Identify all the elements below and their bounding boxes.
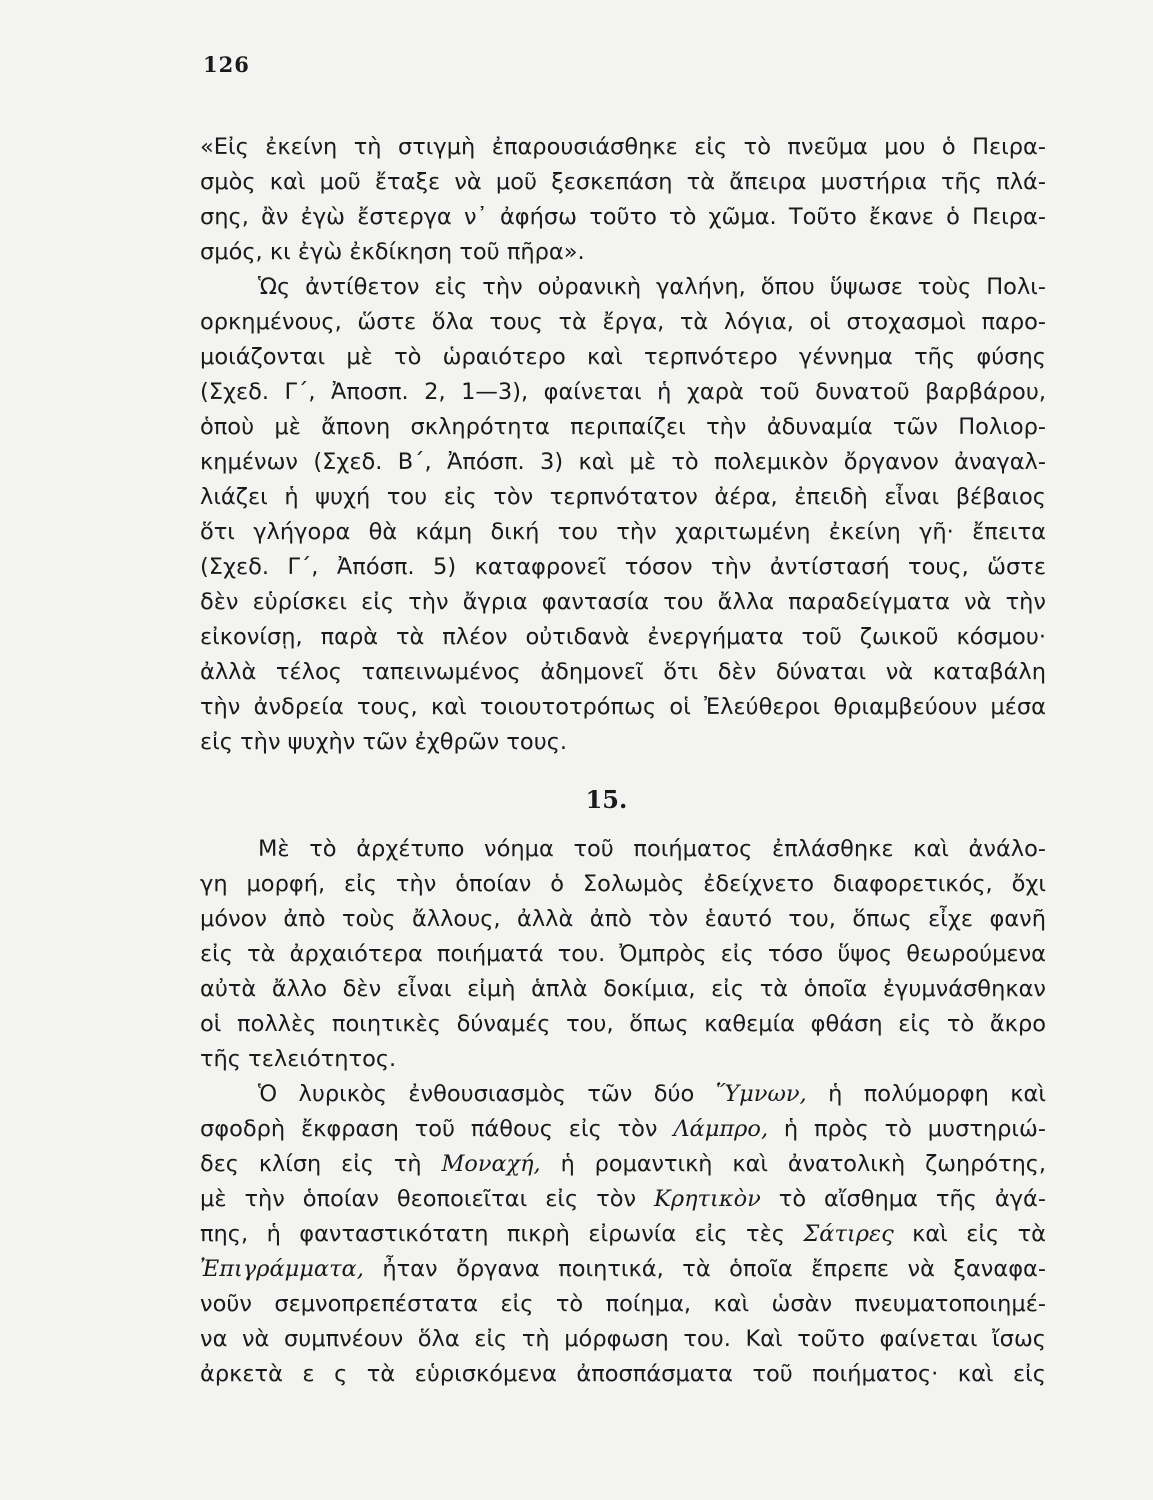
section-heading: 15. xyxy=(585,785,628,814)
text-line: ὅτι γλήγορα θὰ κάμη δική του τὴν χαριτωμένη ἐκείνη γῆ· ἔπειτα xyxy=(200,519,1046,545)
text-line: (Σχεδ. Γ΄, Ἀπόσπ. 5) καταφρονεῖ τόσον τὴν ἀντίστασή τους, ὥστε xyxy=(200,554,1046,580)
text-line: σης, ἂν ἐγὼ ἔστεργα ν᾽ ἀφήσω τοῦτο τὸ χῶμα. Τοῦτο ἔκανε ὁ Πειρα- xyxy=(200,204,1046,230)
text-line: Μὲ τὸ ἀρχέτυπο νόημα τοῦ ποιήματος ἐπλάσθηκε καὶ ἀνάλο- xyxy=(258,836,1046,862)
text-line: «Εἰς ἐκείνη τὴ στιγμὴ ἐπαρουσιάσθηκε εἰς τὸ πνεῦμα μου ὁ Πειρα- xyxy=(200,134,1046,160)
work-title: Σάτιρες xyxy=(803,1221,894,1247)
text-line: τὴν ἀνδρεία τους, καὶ τοιουτοτρόπως οἱ Ἐλεύθεροι θριαμβεύουν μέσα xyxy=(200,694,1046,720)
text-line: σμός, κι ἐγὼ ἐκδίκηση τοῦ πῆρα». xyxy=(200,239,585,265)
text-run: ἡ ρομαντικὴ καὶ ἀνατολικὴ ζωηρότης, xyxy=(540,1151,1046,1177)
paragraph-archetype xyxy=(200,832,1046,1077)
text-run: Ὁ λυρικὸς ἐνθουσιασμὸς τῶν δύο xyxy=(258,1081,716,1107)
page-number: 126 xyxy=(203,52,250,77)
text-line: δὲν εὑρίσκει εἰς τὴν ἄγρια φαντασία του ἄλλα παραδείγματα νὰ τὴν xyxy=(200,589,1046,615)
work-title: Κρητικὸν xyxy=(654,1186,761,1212)
text-run: πης, ἡ φανταστικότατη πικρὴ εἰρωνία εἰς τὲς xyxy=(200,1221,804,1247)
paragraph-lyrical xyxy=(200,1077,1046,1392)
text-block-after-section xyxy=(200,832,1046,1392)
text-line: νοῦν σεμνοπρεπέστατα εἰς τὸ ποίημα, καὶ ὡσὰν πνευματοποιημέ- xyxy=(200,1291,1046,1317)
text-line: λιάζει ἡ ψυχή του εἰς τὸν τερπνότατον ἀέρα, ἐπειδὴ εἶναι βέβαιος xyxy=(200,484,1046,510)
text-line: Ὡς ἀντίθετον εἰς τὴν οὐρανικὴ γαλήνη, ὅπου ὕψωσε τοὺς Πολι- xyxy=(258,274,1046,300)
text-line: γη μορφή, εἰς τὴν ὁποίαν ὁ Σολωμὸς ἐδείχνετο διαφορετικός, ὄχι xyxy=(200,871,1046,897)
text-line xyxy=(200,1077,1046,1112)
text-line xyxy=(200,1217,1046,1252)
text-line: να νὰ συμπνέουν ὅλα εἰς τὴ μόρφωση του. Καὶ τοῦτο φαίνεται ἴσως xyxy=(200,1326,1046,1352)
text-line xyxy=(200,1147,1046,1182)
text-line: εἰς τὰ ἀρχαιότερα ποιήματά του. Ὀμπρὸς εἰς τόσο ὕψος θεωρούμενα xyxy=(200,941,1046,967)
text-line xyxy=(200,1112,1046,1147)
text-line: ὁποὺ μὲ ἄπονη σκληρότητα περιπαίζει τὴν ἀδυναμία τῶν Πολιορ- xyxy=(200,414,1046,440)
text-line: τῆς τελειότητος. xyxy=(200,1046,397,1072)
text-line: οἱ πολλὲς ποιητικὲς δύναμές του, ὅπως καθεμία φθάση εἰς τὸ ἄκρο xyxy=(200,1011,1046,1037)
text-line xyxy=(200,1252,1046,1287)
text-run: δες κλίση εἰς τὴ xyxy=(200,1151,442,1177)
text-line: εἰκονίσῃ, παρὰ τὰ πλέον οὐτιδανὰ ἐνεργήματα τοῦ ζωικοῦ κόσμου· xyxy=(200,624,1046,650)
text-line: ἀρκετὰ ε ς τὰ εὑρισκόμενα ἀποσπάσματα τοῦ ποιήματος· καὶ εἰς xyxy=(200,1361,1046,1387)
text-line: (Σχεδ. Γ΄, Ἀποσπ. 2, 1—3), φαίνεται ἡ χαρὰ τοῦ δυνατοῦ βαρβάρου, xyxy=(200,379,1046,405)
work-title: Ὕμνων, xyxy=(715,1081,807,1107)
text-run: τὸ αἴσθημα τῆς ἀγά- xyxy=(760,1186,1046,1212)
text-run: μὲ τὴν ὁποίαν θεοποιεῖται εἰς τὸν xyxy=(200,1186,655,1212)
text-run: ἡ πολύμορφη καὶ xyxy=(806,1081,1046,1107)
text-run: ἦταν ὄργανα ποιητικά, τὰ ὁποῖα ἔπρεπε νὰ ξαναφα- xyxy=(363,1256,1046,1282)
text-line: εἰς τὴν ψυχὴν τῶν ἐχθρῶν τους. xyxy=(200,729,568,755)
text-line: αὐτὰ ἄλλο δὲν εἶναι εἰμὴ ἁπλὰ δοκίμια, εἰς τὰ ὁποῖα ἐγυμνάσθηκαν xyxy=(200,976,1046,1002)
paragraph-antithesis xyxy=(200,270,1046,760)
text-line: ἀλλὰ τέλος ταπεινωμένος ἀδημονεῖ ὅτι δὲν δύναται νὰ καταβάλη xyxy=(200,659,1046,685)
text-line: ορκημένους, ὥστε ὅλα τους τὰ ἔργα, τὰ λόγια, οἱ στοχασμοὶ παρο- xyxy=(200,309,1046,335)
work-title: Μοναχή, xyxy=(441,1151,541,1177)
text-line: σμὸς καὶ μοῦ ἔταξε νὰ μοῦ ξεσκεπάση τὰ ἄπειρα μυστήρια τῆς πλά- xyxy=(200,169,1046,195)
text-line: μοιάζονται μὲ τὸ ὡραιότερο καὶ τερπνότερο γέννημα τῆς φύσης xyxy=(200,344,1046,370)
text-line: κημένων (Σχεδ. Β΄, Ἀπόσπ. 3) καὶ μὲ τὸ πολεμικὸν ὄργανον ἀναγαλ- xyxy=(200,449,1046,475)
work-title: Λάμπρο, xyxy=(673,1116,769,1142)
text-line: μόνον ἀπὸ τοὺς ἄλλους, ἀλλὰ ἀπὸ τὸν ἑαυτό του, ὅπως εἶχε φανῆ xyxy=(200,906,1046,932)
text-block-before-section xyxy=(200,130,1046,760)
paragraph-quotation xyxy=(200,130,1046,270)
text-run: σφοδρὴ ἔκφραση τοῦ πάθους εἰς τὸν xyxy=(200,1116,674,1142)
text-line xyxy=(200,1182,1046,1217)
work-title: Ἐπιγράμματα, xyxy=(200,1256,364,1282)
text-run: ἡ πρὸς τὸ μυστηριώ- xyxy=(768,1116,1046,1142)
text-run: καὶ εἰς τὰ xyxy=(893,1221,1046,1247)
